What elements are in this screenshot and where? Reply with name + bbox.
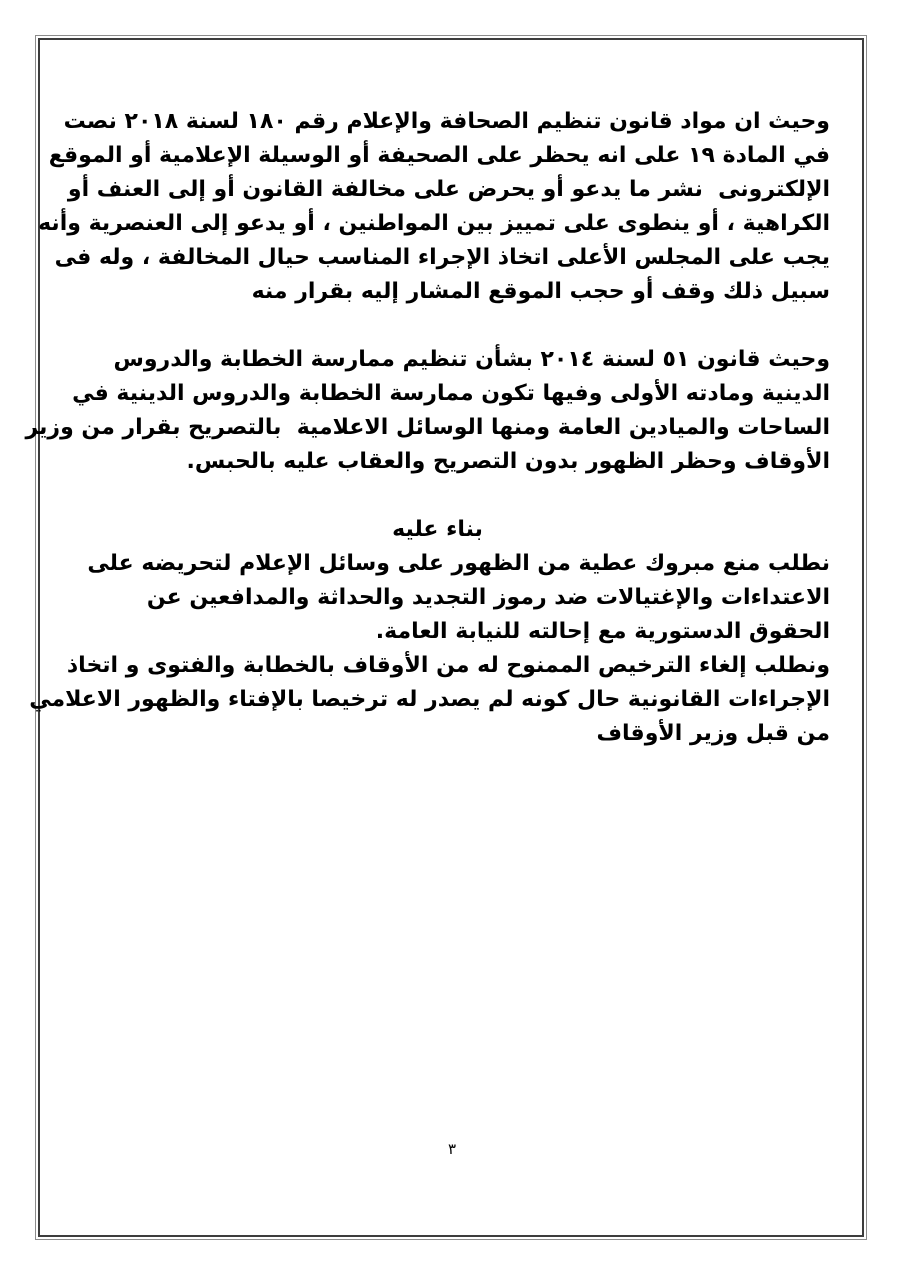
text-line: الساحات والميادين العامة ومنها الوسائل الاعلامية بالتصريح بقرار من وزير <box>25 415 830 440</box>
document-body <box>25 105 830 751</box>
text-line: ونطلب إلغاء الترخيص الممنوح له من الأوقاف بالخطابة والفتوى و اتخاذ <box>66 653 830 678</box>
text-line: بناء عليه <box>392 517 483 542</box>
paragraph <box>38 105 830 309</box>
text-line: الإجراءات القانونية حال كونه لم يصدر له ترخيصا بالإفتاء والظهور الاعلامي <box>29 687 830 712</box>
text-line: سبيل ذلك وقف أو حجب الموقع المشار إليه بقرار منه <box>251 279 830 304</box>
text-line: وحيث قانون ٥١ لسنة ٢٠١٤ بشأن تنظيم ممارسة الخطابة والدروس <box>113 347 830 372</box>
text-line: الدينية ومادته الأولى وفيها تكون ممارسة الخطابة والدروس الدينية في <box>72 381 830 406</box>
text-line: من قبل وزير الأوقاف <box>596 721 830 746</box>
text-line: الحقوق الدستورية مع إحالته للنيابة العامة. <box>375 619 830 644</box>
paragraph <box>25 343 830 479</box>
text-line: الكراهية ، أو ينطوى على تمييز بين المواطنين ، أو يدعو إلى العنصرية وأنه <box>38 211 830 236</box>
text-line: نطلب منع مبروك عطية من الظهور على وسائل الإعلام لتحريضه على <box>87 551 830 576</box>
paragraph <box>29 547 830 751</box>
text-line: الإلكترونى نشر ما يدعو أو يحرض على مخالفة القانون أو إلى العنف أو <box>67 177 830 202</box>
text-line: في المادة ١٩ على انه يحظر على الصحيفة أو الوسيلة الإعلامية أو الموقع <box>48 143 830 168</box>
page-number: ٣ <box>447 1140 457 1158</box>
text-line: الاعتداءات والإغتيالات ضد رموز التجديد والحداثة والمدافعين عن <box>146 585 830 610</box>
text-line: وحيث ان مواد قانون تنظيم الصحافة والإعلام رقم ١٨٠ لسنة ٢٠١٨ نصت <box>63 109 830 134</box>
text-line: يجب على المجلس الأعلى اتخاذ الإجراء المناسب حيال المخالفة ، وله فى <box>54 245 830 270</box>
section-heading <box>45 513 830 547</box>
text-line: الأوقاف وحظر الظهور بدون التصريح والعقاب عليه بالحبس. <box>186 449 830 474</box>
